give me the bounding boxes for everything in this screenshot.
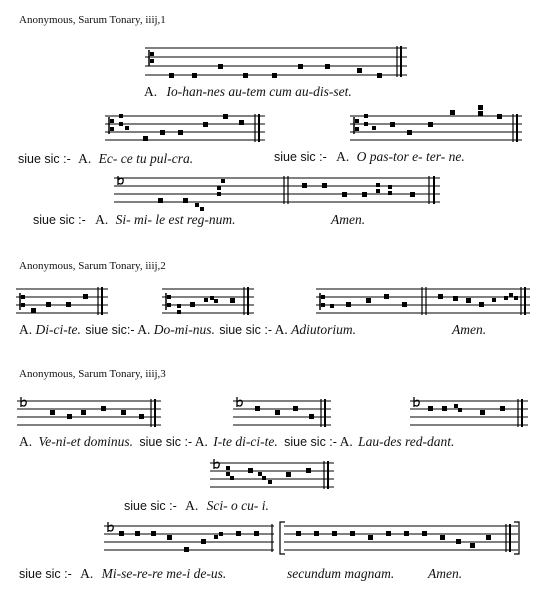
section-heading-2: Anonymous, Sarum Tonary, iiij,2 (19, 260, 166, 272)
variant-cue: siue sic :- (124, 499, 177, 513)
staff-9 (233, 396, 338, 432)
antiphon-marker: A. (274, 322, 288, 337)
f-clef-icon (118, 176, 123, 185)
variant-cue: siue sic :- (18, 152, 71, 166)
antiphon-marker: A. (144, 84, 158, 99)
staff-1 (145, 44, 410, 82)
f-clef-icon (108, 522, 113, 532)
amen-text: Amen. (452, 322, 487, 337)
staff-4 (114, 172, 449, 212)
c-clef-icon (320, 293, 325, 310)
lyric-text: Ve-ni-et dominus. (38, 434, 133, 449)
antiphon-marker: A. (194, 434, 208, 449)
antiphon-marker: A. (137, 322, 151, 337)
lyric-text: secundum magnam. (287, 566, 395, 581)
c-clef-icon (149, 50, 154, 66)
antiphon-marker: A. (19, 434, 33, 449)
lyric-text: Ec- ce tu pul-cra. (98, 151, 194, 166)
bracket-close-icon (514, 522, 519, 554)
staff-6 (162, 284, 262, 320)
staff-3 (350, 104, 530, 146)
f-clef-icon (237, 397, 242, 407)
staff-2 (105, 108, 275, 148)
variant-cue: siue sic :- (219, 323, 272, 337)
c-clef-icon (166, 293, 171, 310)
antiphon-marker: A. (95, 212, 109, 227)
antiphon-marker: A. (336, 149, 350, 164)
lyric-text: I-te di-ci-te. (213, 434, 278, 449)
section-heading-1: Anonymous, Sarum Tonary, iiij,1 (19, 14, 166, 26)
antiphon-marker: A. (19, 322, 33, 337)
variant-cue: siue sic :- (19, 567, 72, 581)
variant-cue: siue sic :- (274, 150, 327, 164)
staff-12 (104, 520, 528, 560)
staff-8 (17, 396, 167, 432)
lyric-text: Io-han-nes au-tem cum au-dis-set. (166, 84, 352, 99)
antiphon-marker: A. (80, 566, 94, 581)
c-clef-icon (109, 117, 114, 134)
variant-cue: siue sic :- (33, 213, 86, 227)
c-clef-icon (354, 117, 359, 134)
antiphon-marker: A. (339, 434, 353, 449)
staff-lines (145, 48, 407, 75)
variant-cue: siue sic :- (139, 435, 193, 449)
f-clef-icon (414, 397, 419, 407)
antiphon-marker: A. (185, 498, 199, 513)
lyric-text: Do-mi-nus. (153, 322, 215, 337)
lyric-text: Lau-des red-dant. (358, 434, 455, 449)
antiphon-marker: A. (78, 151, 92, 166)
f-clef-icon (214, 459, 219, 469)
amen-text: Amen. (331, 212, 366, 227)
lyric-text: Mi-se-re-re me-i de-us. (101, 566, 227, 581)
c-clef-icon (20, 293, 25, 310)
lyric-text: Di-ci-te. (35, 322, 81, 337)
staff-11 (210, 458, 340, 494)
lyric-text: Adiutorium. (291, 322, 357, 337)
staff-5 (16, 284, 116, 320)
lyric-text: O pas-tor e- ter- ne. (356, 149, 465, 164)
bracket-open-icon (280, 522, 285, 554)
lyric-text: Sci- o cu- i. (206, 498, 269, 513)
staff-10 (410, 396, 535, 432)
amen-text: Amen. (428, 566, 463, 581)
staff-7 (316, 284, 536, 320)
lyric-text: Si- mi- le est reg-num. (115, 212, 236, 227)
variant-cue: siue sic:- (85, 323, 135, 337)
f-clef-icon (21, 397, 26, 407)
variant-cue: siue sic :- (284, 435, 337, 449)
section-heading-3: Anonymous, Sarum Tonary, iiij,3 (19, 368, 166, 380)
